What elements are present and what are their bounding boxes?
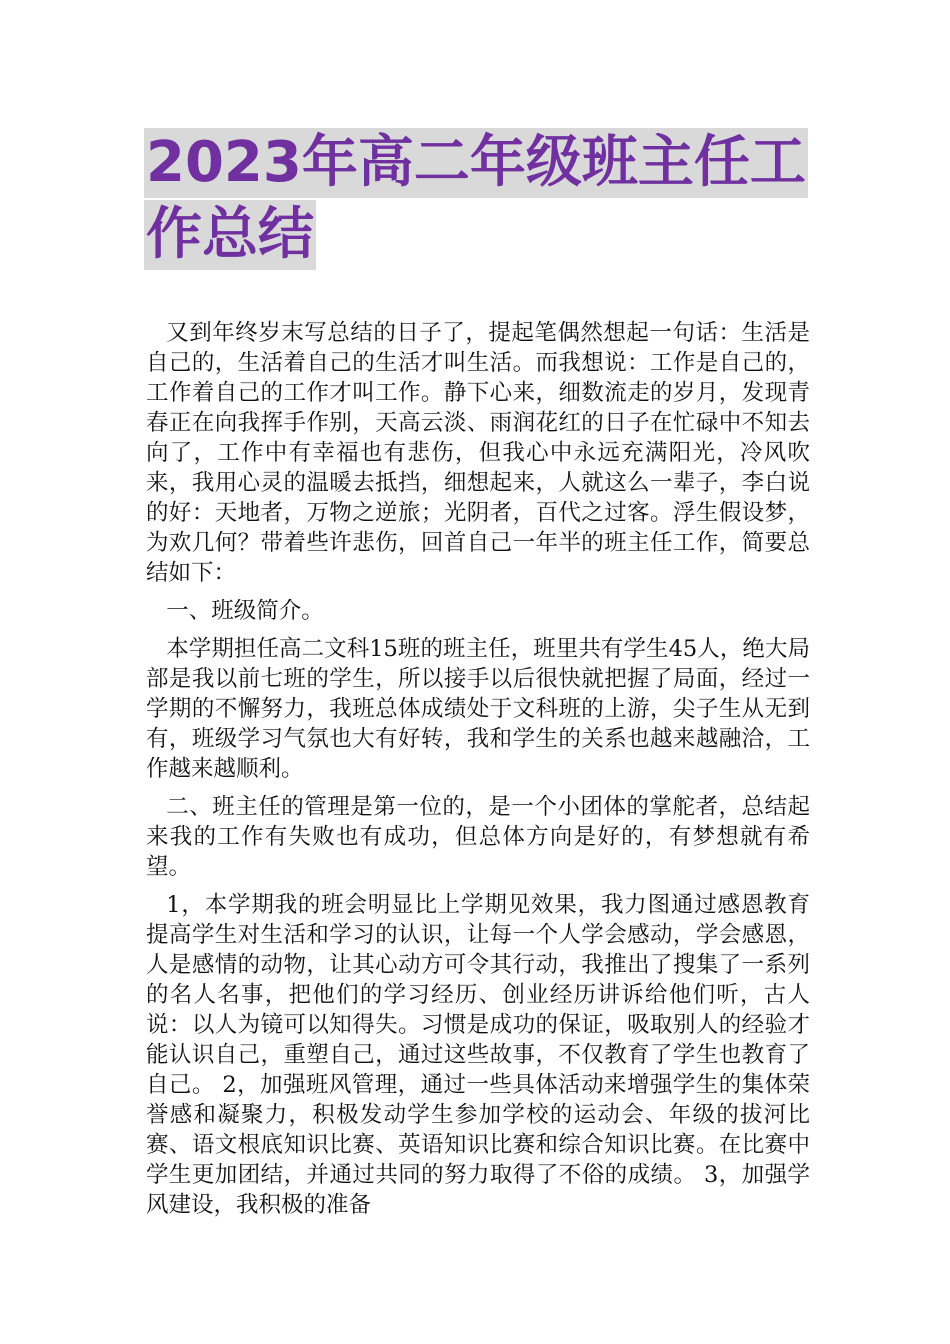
document-body	[146, 318, 810, 1228]
section-heading-class-intro: 一、班级简介。	[166, 598, 324, 624]
title-line-2: 作总结	[144, 200, 316, 270]
intro-paragraph: 又到年终岁末写总结的日子了，提起笔偶然想起一句话：生活是自己的，生活着自己的生活才叫生活。而我想说：工作是自己的，工作着自己的工作才叫工作。静下心来，细数流走的岁月，发现青春正在向我挥手作别，天高云淡、雨润花红的日子在忙碌中不知去向了，工作中有幸福也有悲伤，但我心中永远充满阳光，冷风吹来，我用心灵的温暖去抵挡，细想起来，人就这么一辈子，李白说的好：天地者，万物之逆旅；光阴者，百代之过客。浮生假设梦，为欢几何？带着些许悲伤，回首自己一年半的班主任工作，简要总结如下：	[146, 320, 810, 586]
class-intro-paragraph: 本学期担任高二文科15班的班主任，班里共有学生45人，绝大局部是我以前七班的学生，所以接手以后很快就把握了局面，经过一学期的不懈努力，我班总体成绩处于文科班的上游，尖子生从无到有，班级学习气氛也大有好转，我和学生的关系也越来越融洽，工作越来越顺利。	[146, 636, 810, 782]
document-title	[144, 128, 824, 272]
title-line-1: 2023年高二年级班主任工	[144, 128, 808, 198]
measures-paragraph: 1，本学期我的班会明显比上学期见效果，我力图通过感恩教育提高学生对生活和学习的认识，让每一个人学会感动，学会感恩，人是感情的动物，让其心动方可令其行动，我推出了搜集了一系列的名人名事，把他们的学习经历、创业经历讲诉给他们听，古人说：以人为镜可以知得失。习惯是成功的保证，吸取别人的经验才能认识自己，重塑自己，通过这些故事，不仅教育了学生也教育了自己。 2，加强班风管理，通过一些具体活动来增强学生的集体荣誉感和凝聚力，积极发动学生参加学校的运动会、年级的拔河比赛、语文根底知识比赛、英语知识比赛和综合知识比赛。在比赛中学生更加团结，并通过共同的努力取得了不俗的成绩。 3，加强学风建设，我积极的准备	[146, 892, 810, 1218]
management-paragraph: 二、班主任的管理是第一位的，是一个小团体的掌舵者，总结起来我的工作有失败也有成功，但总体方向是好的，有梦想就有希望。	[146, 794, 810, 880]
